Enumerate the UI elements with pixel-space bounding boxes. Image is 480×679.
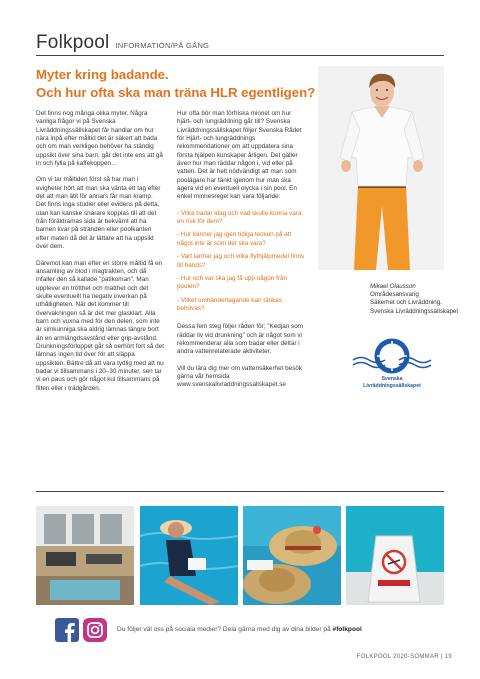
question-item: - Vilka badar idag och vad skulle kunna vara en risk för dem?	[177, 210, 305, 227]
question-item: - Hur och var ska jag få upp någon från poolen?	[177, 275, 305, 292]
person-organization: Svenska Livräddningssällskapet	[370, 307, 459, 315]
issue-label: FOLKPOOL 2020-SOMMAR	[356, 654, 439, 660]
patio-pool-photo	[36, 506, 134, 605]
straw-hat-photo-icon	[243, 506, 341, 605]
headline-line-2: Och hur ofta ska man träna HLR egentligen?	[36, 85, 316, 100]
section-label: INFORMATION/PÅ GÅNG	[115, 41, 210, 50]
question-item: - Hur känner jag igen tidiga tecken på att något inte är som det ska vara?	[177, 231, 305, 248]
social-message	[117, 626, 362, 633]
man-portrait-icon	[318, 66, 444, 270]
person-department: Säkerhet och Livräddning.	[370, 299, 442, 307]
question-item: - Vilket omhändertagande kan tänkas behövas?	[177, 297, 305, 314]
paragraph: Dessa fem steg följer råden för; "Kedjan som räddar liv vid drunkning" och är något som vi rekommenderar alla som badar eller deltar i andra vattenrelaterade aktiviteter.	[177, 323, 304, 356]
woman-reading-photo-icon	[140, 506, 238, 605]
logo-text-line-1: Svenska	[381, 376, 403, 382]
logo-text-line-2: Livräddningssällskapet	[363, 383, 421, 389]
straw-hat-bag-photo	[243, 506, 341, 605]
livraddning-logo	[349, 338, 435, 392]
portrait-caption	[370, 283, 460, 316]
hashtag-link[interactable]: #folkpool	[332, 626, 362, 633]
website-paragraph[interactable]: Vill du lära dig mer om vattensäkerhet besök gärna vår hemsida www.svenskalivraddningssallskapet.se	[177, 364, 303, 389]
page-header	[36, 32, 209, 54]
article-headline	[36, 66, 316, 102]
section-divider	[36, 491, 444, 492]
no-diving-sign-photo	[346, 506, 444, 605]
header-divider	[36, 55, 444, 56]
instagram-icon[interactable]	[83, 618, 107, 642]
brand-name: Folkpool	[36, 32, 110, 53]
social-icons	[55, 618, 107, 642]
lifebuoy-logo-icon	[349, 338, 435, 392]
question-list	[177, 210, 305, 313]
no-diving-sign-photo-icon	[346, 506, 444, 605]
person-name: Mikael Olausson	[370, 283, 416, 290]
facebook-icon[interactable]	[55, 618, 79, 642]
social-text: Du följer väl oss på sociala medier? Dela gärna med dig av dina bilder på	[117, 626, 331, 633]
paragraph: Om vi tar måltiden först så har man i evigheter hört att man ska vänta ett tag efter det att man ätit för annars får man kramp. Det finns inga studier eller evidens på detta, utan kan kanske snarare kopplas till att det från föräldramas sida är bekvämt att ha barnen kvar på stranden eller poolkanten efter maten då det är lättare att ha uppsikt över dem.	[36, 176, 161, 251]
question-item: - Vart larmar jag och vilka flythjälpmedel finns till hands?	[177, 253, 305, 270]
patio-pool-photo-icon	[36, 506, 134, 605]
paragraph: Hur ofta bör man förfriska minnet om hur hjärt- och lungräddning går till? Svenska Livräddningssällskapet följer Svenska Rådet för Hjärt- och lungräddnings rekommendationer om att uppdatera sina första hjälpen kunskaper årligen. Det gäller även hur man räddar någon i, vid eller på vatten. Det är helt nödvändigt att man som poolägare har tänkt igenom hur man ska agera vid en eventuell olycka i sin pool. En enkel minnesregel kan vara följande:	[177, 110, 302, 201]
headline-line-1: Myter kring badande.	[36, 67, 169, 82]
paragraph: Däremot kan man efter en större måltid få en ansamling av blod i magtrakten, och då infaller den så kallade "patlkoman". Man upplever en trötthet och matthet och det skulle eventuellt ha negativ inverkan på uthålligheten. När det kommer till övervakningen så är det mer glasklart. Alla barn och vuxna med för den delen, som inte är simkunniga ska aldrig lämnas längre bort än en armlängdsavstånd eller grip-avstånd. Drunkningsförloppet går så oerhört fort så det lämnas ingen tid över för att släppa uppsikten. Bättre då att vara tydlig med att nu badar vi tillsammans i 20–30 minuter, sen tar vi en paus och gör något kul tillsammans på filten eller i trädgården.	[36, 259, 165, 392]
woman-reading-by-pool-photo	[140, 506, 238, 605]
article-column-2	[177, 110, 305, 398]
article-column-1	[36, 110, 164, 401]
portrait-photo	[318, 66, 444, 270]
page-footer: FOLKPOOL 2020-SOMMAR | 19	[356, 654, 452, 660]
page-number: 19	[444, 654, 452, 660]
person-title: Områdesansvarig	[370, 291, 419, 299]
paragraph: Det finns nog många olika myter. Några vanliga frågor vi på Svenska Livräddningssällskapet får handlar om hur nära inpå efter måltid det är säkert att bada och om man verkligen behöver ha ständig uppsikt över sina barn, går det inte ens att gå in och fylla på kaffekoppen…	[36, 110, 163, 168]
